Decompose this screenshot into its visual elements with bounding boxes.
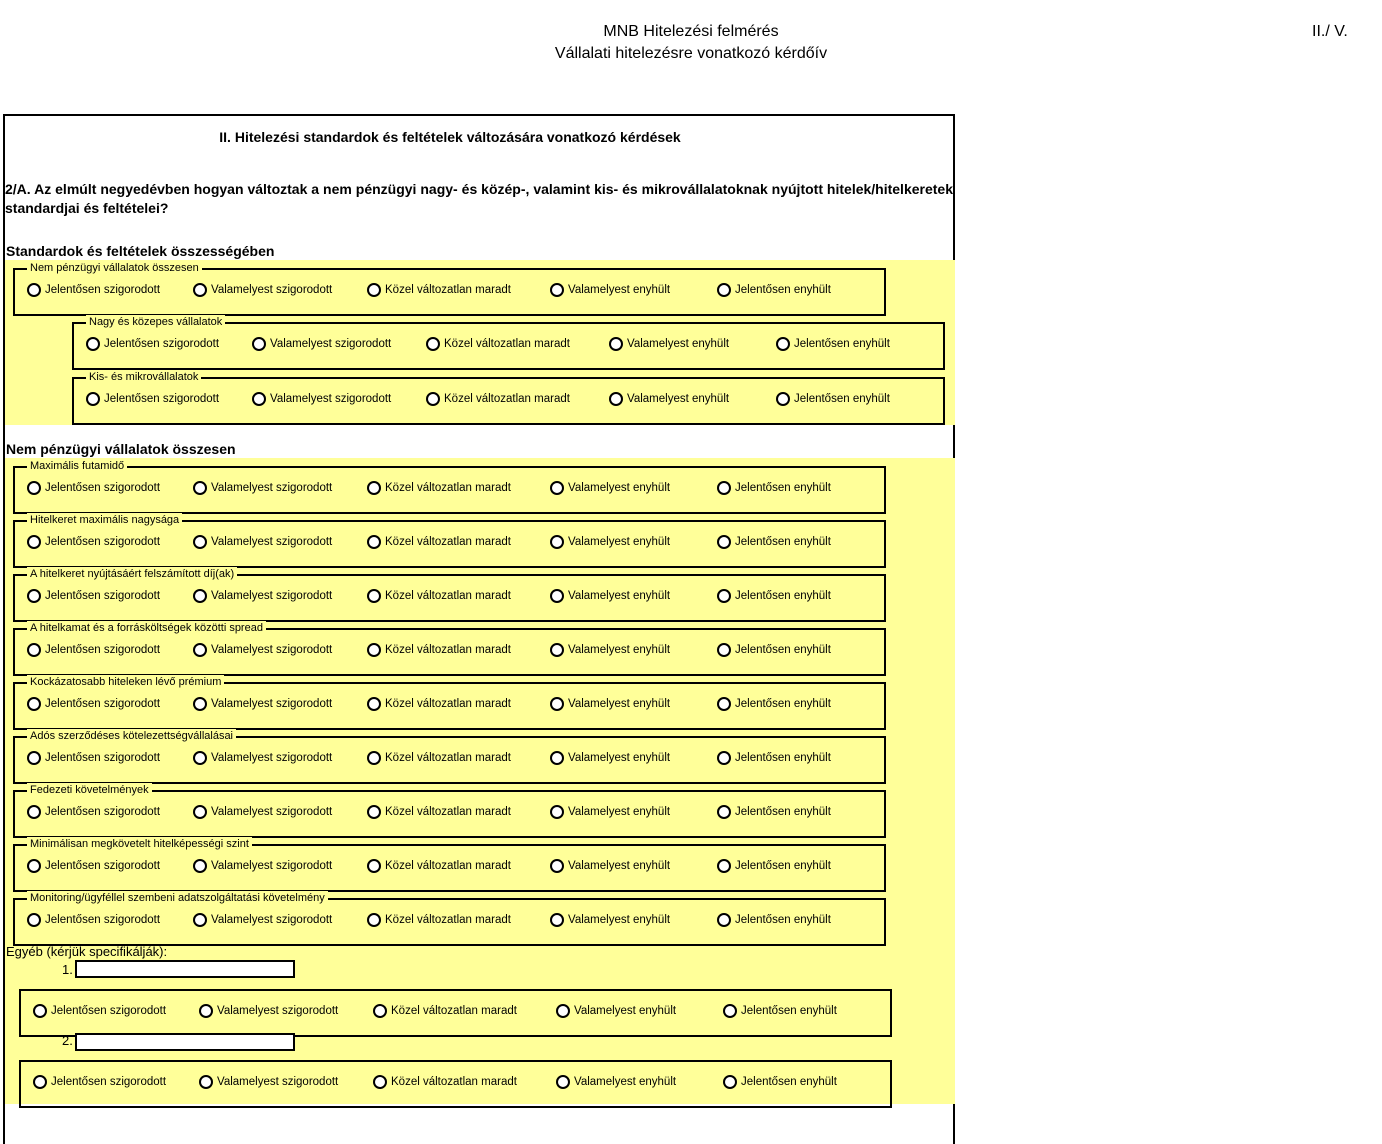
radio-button[interactable] [426,337,440,351]
radio-label: Valamelyest szigorodott [211,482,333,494]
radio-label: Jelentősen szigorodott [104,393,220,405]
radio-option[interactable] [426,392,570,406]
radio-button[interactable] [33,1075,47,1089]
radio-button[interactable] [426,392,440,406]
radio-label: Jelentősen enyhült [735,536,831,548]
radio-option[interactable] [199,1004,338,1018]
page-id: II./ V. [1312,23,1348,40]
radio-option[interactable] [27,805,160,819]
radio-label: Jelentősen szigorodott [104,338,220,350]
radio-label: Valamelyest szigorodott [211,284,333,296]
radio-label: Valamelyest szigorodott [211,914,333,926]
radio-label: Valamelyest enyhült [574,1005,677,1017]
radio-option[interactable] [609,337,729,351]
radio-option[interactable] [717,643,831,657]
radio-button[interactable] [27,697,41,711]
radio-label: Jelentősen enyhült [735,590,831,602]
radio-option[interactable] [550,805,670,819]
radio-button[interactable] [252,337,266,351]
radio-option[interactable] [27,535,160,549]
radio-option[interactable] [550,751,670,765]
group-legend: Adós szerződéses kötelezettségvállalásai [27,729,236,743]
radio-button[interactable] [776,392,790,406]
radio-group-term-9 [13,892,886,946]
radio-button[interactable] [27,481,41,495]
radio-button[interactable] [717,283,731,297]
radio-option[interactable] [550,643,670,657]
radio-button[interactable] [27,913,41,927]
radio-option[interactable] [193,481,332,495]
radio-label: Jelentősen enyhült [735,698,831,710]
radio-button[interactable] [556,1004,570,1018]
radio-label: Jelentősen szigorodott [45,806,161,818]
radio-button[interactable] [723,1004,737,1018]
group-legend: Nem pénzügyi vállalatok összesen [27,261,202,275]
radio-option[interactable] [550,913,670,927]
radio-button[interactable] [717,805,731,819]
group-legend: Kockázatosabb hiteleken lévő prémium [27,675,224,689]
radio-label: Valamelyest szigorodott [211,806,333,818]
radio-group-term-2 [13,514,886,568]
radio-option[interactable] [717,697,831,711]
radio-group-term-1 [13,460,886,514]
radio-option[interactable] [193,283,332,297]
radio-label: Jelentősen enyhült [735,752,831,764]
radio-option[interactable] [193,535,332,549]
radio-label: Jelentősen enyhült [735,644,831,656]
radio-option[interactable] [193,859,332,873]
radio-label: Valamelyest enyhült [568,536,671,548]
radio-label: Jelentősen szigorodott [45,860,161,872]
radio-button[interactable] [193,697,207,711]
radio-label: Valamelyest enyhült [568,590,671,602]
radio-label: Valamelyest enyhült [574,1076,677,1088]
radio-option[interactable] [373,1075,517,1089]
radio-group-other-2 [19,1060,892,1108]
radio-group-term-5 [13,676,886,730]
radio-option[interactable] [367,859,511,873]
radio-button[interactable] [27,283,41,297]
radio-button[interactable] [193,805,207,819]
radio-option[interactable] [550,283,670,297]
group-legend: Minimálisan megkövetelt hitelképességi szint [27,837,252,851]
radio-button[interactable] [367,643,381,657]
radio-label: Közel változatlan maradt [444,338,570,350]
radio-label: Közel változatlan maradt [385,806,511,818]
subheading-terms: Nem pénzügyi vállalatok összesen [6,441,236,457]
radio-button[interactable] [86,392,100,406]
radio-group-small-micro [72,371,945,425]
radio-label: Valamelyest enyhült [627,393,730,405]
radio-button[interactable] [193,643,207,657]
radio-button[interactable] [717,643,731,657]
radio-label: Jelentősen enyhült [735,482,831,494]
group-legend: Kis- és mikrovállalatok [86,370,201,384]
radio-label: Valamelyest szigorodott [211,698,333,710]
radio-option[interactable] [193,805,332,819]
radio-label: Valamelyest szigorodott [211,644,333,656]
radio-button[interactable] [373,1075,387,1089]
radio-button[interactable] [550,859,564,873]
radio-group-term-3 [13,568,886,622]
radio-label: Közel változatlan maradt [444,393,570,405]
radio-button[interactable] [86,337,100,351]
radio-option[interactable] [367,283,511,297]
radio-button[interactable] [193,535,207,549]
radio-group-term-4 [13,622,886,676]
radio-button[interactable] [550,481,564,495]
radio-option[interactable] [367,643,511,657]
radio-option[interactable] [717,283,831,297]
radio-label: Valamelyest enyhült [568,284,671,296]
radio-label: Jelentősen enyhült [735,806,831,818]
radio-option[interactable] [367,751,511,765]
group-legend: Nagy és közepes vállalatok [86,315,225,329]
radio-label: Közel változatlan maradt [385,860,511,872]
radio-button[interactable] [193,913,207,927]
radio-option[interactable] [373,1004,517,1018]
radio-label: Jelentősen enyhült [735,284,831,296]
radio-label: Jelentősen szigorodott [45,698,161,710]
radio-button[interactable] [199,1075,213,1089]
radio-label: Közel változatlan maradt [385,482,511,494]
radio-label: Jelentősen enyhült [741,1005,837,1017]
radio-option[interactable] [556,1075,676,1089]
radio-button[interactable] [27,643,41,657]
radio-button[interactable] [717,481,731,495]
survey-title: MNB Hitelezési felmérés [603,23,779,40]
radio-group-term-8 [13,838,886,892]
radio-label: Jelentősen szigorodott [45,284,161,296]
radio-button[interactable] [27,859,41,873]
radio-option[interactable] [27,481,160,495]
radio-option[interactable] [550,589,670,603]
radio-label: Valamelyest szigorodott [211,752,333,764]
radio-button[interactable] [252,392,266,406]
other-number: 2. [62,1033,73,1048]
radio-label: Jelentősen szigorodott [45,914,161,926]
radio-button[interactable] [367,535,381,549]
radio-label: Valamelyest szigorodott [270,338,392,350]
radio-label: Jelentősen szigorodott [51,1005,167,1017]
radio-option[interactable] [367,589,511,603]
radio-option[interactable] [367,805,511,819]
radio-button[interactable] [367,283,381,297]
radio-button[interactable] [550,535,564,549]
radio-label: Valamelyest enyhült [568,644,671,656]
radio-option[interactable] [33,1004,166,1018]
radio-label: Valamelyest enyhült [568,752,671,764]
radio-option[interactable] [27,697,160,711]
radio-button[interactable] [717,697,731,711]
group-legend: Maximális futamidő [27,459,127,473]
radio-button[interactable] [717,589,731,603]
radio-group-overall-total [13,262,886,316]
subheading-overall: Standardok és feltételek összességében [6,243,275,259]
radio-label: Jelentősen enyhült [741,1076,837,1088]
radio-option[interactable] [367,697,511,711]
other-input-1[interactable] [75,960,295,978]
radio-button[interactable] [367,913,381,927]
group-legend: A hitelkamat és a forrásköltségek közötti spread [27,621,266,635]
radio-label: Közel változatlan maradt [385,536,511,548]
radio-button[interactable] [27,805,41,819]
radio-label: Közel változatlan maradt [391,1005,517,1017]
radio-option[interactable] [717,589,831,603]
radio-option[interactable] [86,337,219,351]
group-legend: Monitoring/ügyféllel szembeni adatszolgáltatási követelmény [27,891,328,905]
radio-label: Jelentősen szigorodott [45,590,161,602]
radio-option[interactable] [550,859,670,873]
radio-button[interactable] [723,1075,737,1089]
radio-label: Jelentősen szigorodott [45,752,161,764]
radio-label: Valamelyest szigorodott [211,590,333,602]
radio-option[interactable] [550,535,670,549]
radio-option[interactable] [367,481,511,495]
radio-option[interactable] [252,337,391,351]
radio-button[interactable] [367,805,381,819]
radio-label: Valamelyest szigorodott [211,536,333,548]
radio-label: Jelentősen enyhült [735,860,831,872]
radio-button[interactable] [550,283,564,297]
radio-option[interactable] [723,1004,837,1018]
radio-label: Jelentősen enyhült [794,338,890,350]
radio-button[interactable] [33,1004,47,1018]
radio-label: Valamelyest szigorodott [217,1005,339,1017]
radio-label: Jelentősen szigorodott [45,482,161,494]
radio-button[interactable] [776,337,790,351]
group-legend: Hitelkeret maximális nagysága [27,513,182,527]
radio-option[interactable] [717,859,831,873]
radio-label: Valamelyest enyhült [568,482,671,494]
other-number: 1. [62,962,73,977]
radio-option[interactable] [193,913,332,927]
other-input-2[interactable] [75,1033,295,1051]
radio-option[interactable] [27,589,160,603]
radio-option[interactable] [27,859,160,873]
radio-button[interactable] [27,589,41,603]
radio-button[interactable] [367,751,381,765]
radio-option[interactable] [193,697,332,711]
radio-option[interactable] [723,1075,837,1089]
survey-subtitle: Vállalati hitelezésre vonatkozó kérdőív [554,45,828,62]
radio-button[interactable] [717,535,731,549]
radio-button[interactable] [550,913,564,927]
radio-button[interactable] [27,751,41,765]
radio-option[interactable] [367,913,511,927]
radio-label: Jelentősen szigorodott [45,644,161,656]
radio-button[interactable] [609,392,623,406]
radio-label: Valamelyest enyhült [568,698,671,710]
radio-option[interactable] [27,643,160,657]
radio-option[interactable] [33,1075,166,1089]
radio-button[interactable] [717,859,731,873]
radio-option[interactable] [717,481,831,495]
radio-button[interactable] [550,697,564,711]
radio-button[interactable] [193,589,207,603]
radio-group-term-6 [13,730,886,784]
radio-option[interactable] [193,751,332,765]
radio-label: Közel változatlan maradt [385,644,511,656]
radio-button[interactable] [367,481,381,495]
radio-label: Valamelyest szigorodott [270,393,392,405]
radio-option[interactable] [717,751,831,765]
radio-option[interactable] [252,392,391,406]
radio-option[interactable] [717,535,831,549]
other-label: Egyéb (kérjük specifikálják): [6,944,168,959]
radio-option[interactable] [86,392,219,406]
radio-option[interactable] [27,751,160,765]
group-legend: A hitelkeret nyújtásáért felszámított díj(ak) [27,567,237,581]
radio-label: Közel változatlan maradt [385,698,511,710]
radio-button[interactable] [199,1004,213,1018]
radio-button[interactable] [550,751,564,765]
radio-group-other-1 [19,989,892,1037]
radio-button[interactable] [550,589,564,603]
radio-label: Valamelyest enyhült [627,338,730,350]
radio-option[interactable] [609,392,729,406]
radio-label: Valamelyest szigorodott [217,1076,339,1088]
radio-option[interactable] [27,283,160,297]
radio-option[interactable] [717,805,831,819]
radio-button[interactable] [373,1004,387,1018]
radio-option[interactable] [776,392,890,406]
radio-button[interactable] [556,1075,570,1089]
radio-label: Közel változatlan maradt [385,590,511,602]
radio-label: Jelentősen enyhült [794,393,890,405]
radio-label: Közel változatlan maradt [385,284,511,296]
radio-option[interactable] [367,535,511,549]
radio-label: Közel változatlan maradt [385,914,511,926]
radio-group-large-medium [72,316,945,370]
radio-option[interactable] [193,643,332,657]
radio-option[interactable] [550,697,670,711]
radio-button[interactable] [193,283,207,297]
radio-option[interactable] [426,337,570,351]
radio-button[interactable] [550,805,564,819]
question-text: 2/A. Az elmúlt negyedévben hogyan változtak a nem pénzügyi nagy- és közép-, valamint kis- és mikrovállalatoknak nyújtott hitelek/hitelkeretek standardjai és feltételei? [5,181,953,216]
radio-label: Közel változatlan maradt [391,1076,517,1088]
group-legend: Fedezeti követelmények [27,783,152,797]
radio-button[interactable] [609,337,623,351]
radio-option[interactable] [550,481,670,495]
radio-group-term-7 [13,784,886,838]
radio-option[interactable] [717,913,831,927]
radio-button[interactable] [367,697,381,711]
radio-option[interactable] [193,589,332,603]
radio-button[interactable] [717,751,731,765]
radio-button[interactable] [193,481,207,495]
radio-button[interactable] [367,589,381,603]
radio-button[interactable] [717,913,731,927]
radio-label: Valamelyest enyhült [568,806,671,818]
radio-option[interactable] [27,913,160,927]
radio-label: Jelentősen szigorodott [51,1076,167,1088]
radio-option[interactable] [776,337,890,351]
radio-button[interactable] [193,859,207,873]
section-title: II. Hitelezési standardok és feltételek változására vonatkozó kérdések [219,129,681,145]
radio-label: Közel változatlan maradt [385,752,511,764]
radio-button[interactable] [367,859,381,873]
radio-label: Jelentősen szigorodott [45,536,161,548]
radio-label: Valamelyest szigorodott [211,860,333,872]
radio-button[interactable] [27,535,41,549]
radio-option[interactable] [556,1004,676,1018]
radio-label: Jelentősen enyhült [735,914,831,926]
radio-button[interactable] [550,643,564,657]
radio-option[interactable] [199,1075,338,1089]
radio-label: Valamelyest enyhült [568,860,671,872]
radio-button[interactable] [193,751,207,765]
radio-label: Valamelyest enyhült [568,914,671,926]
